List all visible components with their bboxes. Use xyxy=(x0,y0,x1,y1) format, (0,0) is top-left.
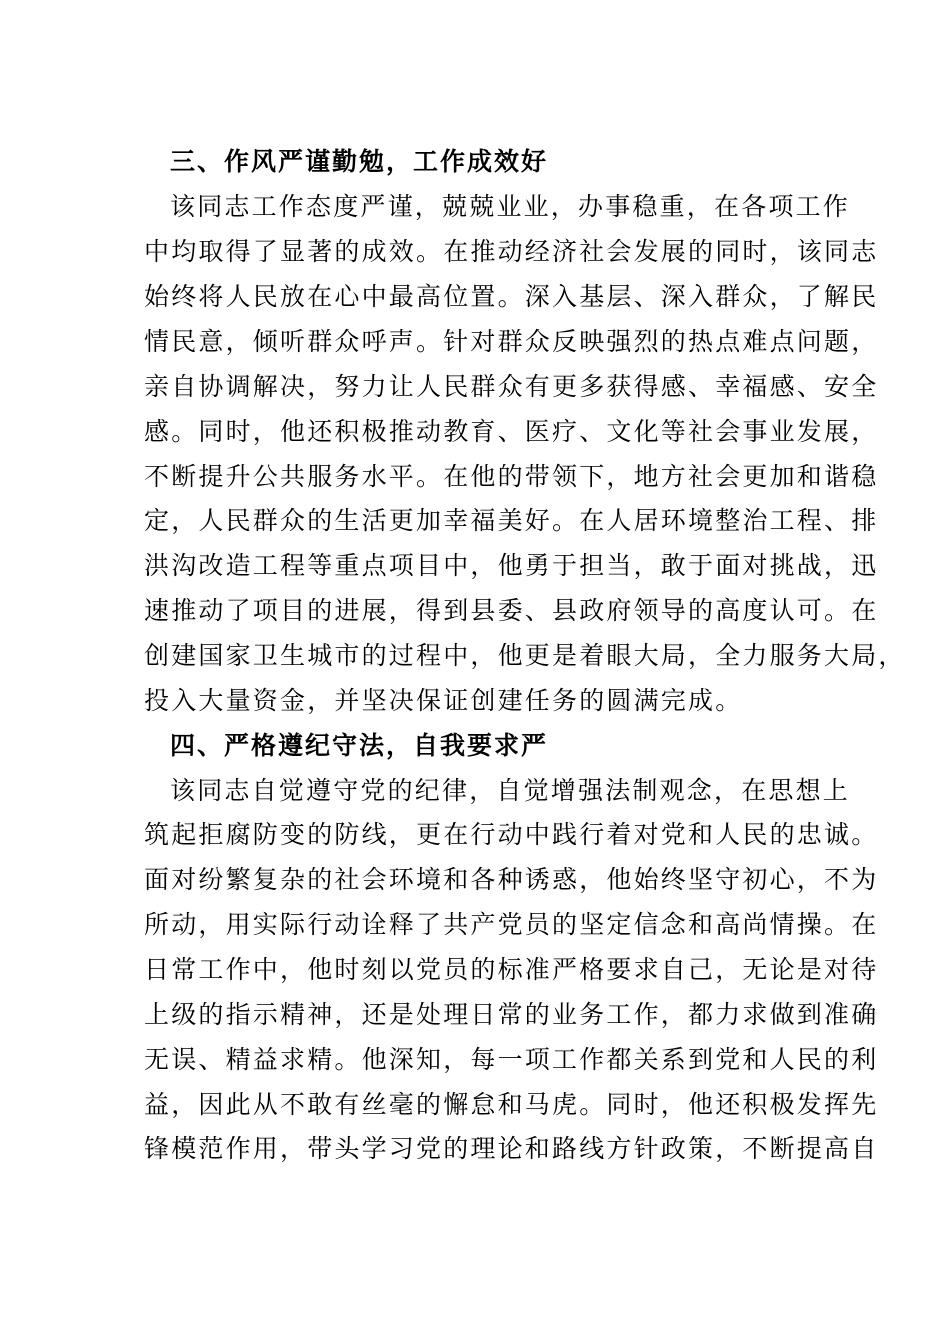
section-4-line-4: 所动，用实际行动诠释了共产党员的坚定信念和高尚情操。在 xyxy=(144,910,879,939)
section-4-heading: 四、严格遵纪守法，自我要求严 xyxy=(170,731,549,760)
section-4-line-5: 日常工作中，他时刻以党员的标准严格要求自己，无论是对待 xyxy=(144,955,879,984)
section-4-line-1: 该同志自觉遵守党的纪律，自觉增强法制观念，在思想上 xyxy=(170,776,851,805)
section-4-line-3: 面对纷繁复杂的社会环境和各种诱惑，他始终坚守初心，不为 xyxy=(144,865,879,894)
section-3-line-5: 亲自协调解决，努力让人民群众有更多获得感、幸福感、安全 xyxy=(144,372,879,401)
section-4-line-2: 筑起拒腐防变的防线，更在行动中践行着对党和人民的忠诚。 xyxy=(144,820,879,849)
section-3-line-6: 感。同时，他还积极推动教育、医疗、文化等社会事业发展， xyxy=(144,417,879,446)
section-4-line-6: 上级的指示精神，还是处理日常的业务工作，都力求做到准确 xyxy=(144,1000,879,1029)
section-3-line-11: 创建国家卫生城市的过程中，他更是着眼大局，全力服务大局， xyxy=(144,641,906,670)
section-3-line-1: 该同志工作态度严谨，兢兢业业，办事稳重，在各项工作 xyxy=(170,192,851,221)
section-3-line-10: 速推动了项目的进展，得到县委、县政府领导的高度认可。在 xyxy=(144,596,879,625)
section-3-line-9: 洪沟改造工程等重点项目中，他勇于担当，敢于面对挑战，迅 xyxy=(144,551,879,580)
section-3-heading: 三、作风严谨勤勉，工作成效好 xyxy=(170,147,549,176)
section-3-line-3: 始终将人民放在心中最高位置。深入基层、深入群众，了解民 xyxy=(144,282,879,311)
section-3-line-2: 中均取得了显著的成效。在推动经济社会发展的同时，该同志 xyxy=(144,237,879,266)
section-4-line-8: 益，因此从不敢有丝毫的懈怠和马虎。同时，他还积极发挥先 xyxy=(144,1090,879,1119)
section-4-line-7: 无误、精益求精。他深知，每一项工作都关系到党和人民的利 xyxy=(144,1045,879,1074)
section-3-line-12: 投入大量资金，并坚决保证创建任务的圆满完成。 xyxy=(144,686,743,715)
section-3-line-4: 情民意，倾听群众呼声。针对群众反映强烈的热点难点问题， xyxy=(144,327,879,356)
section-4-line-9: 锋模范作用，带头学习党的理论和路线方针政策，不断提高自 xyxy=(144,1134,879,1163)
section-3-line-7: 不断提升公共服务水平。在他的带领下，地方社会更加和谐稳 xyxy=(144,462,879,491)
section-3-line-8: 定，人民群众的生活更加幸福美好。在人居环境整治工程、排 xyxy=(144,506,879,535)
